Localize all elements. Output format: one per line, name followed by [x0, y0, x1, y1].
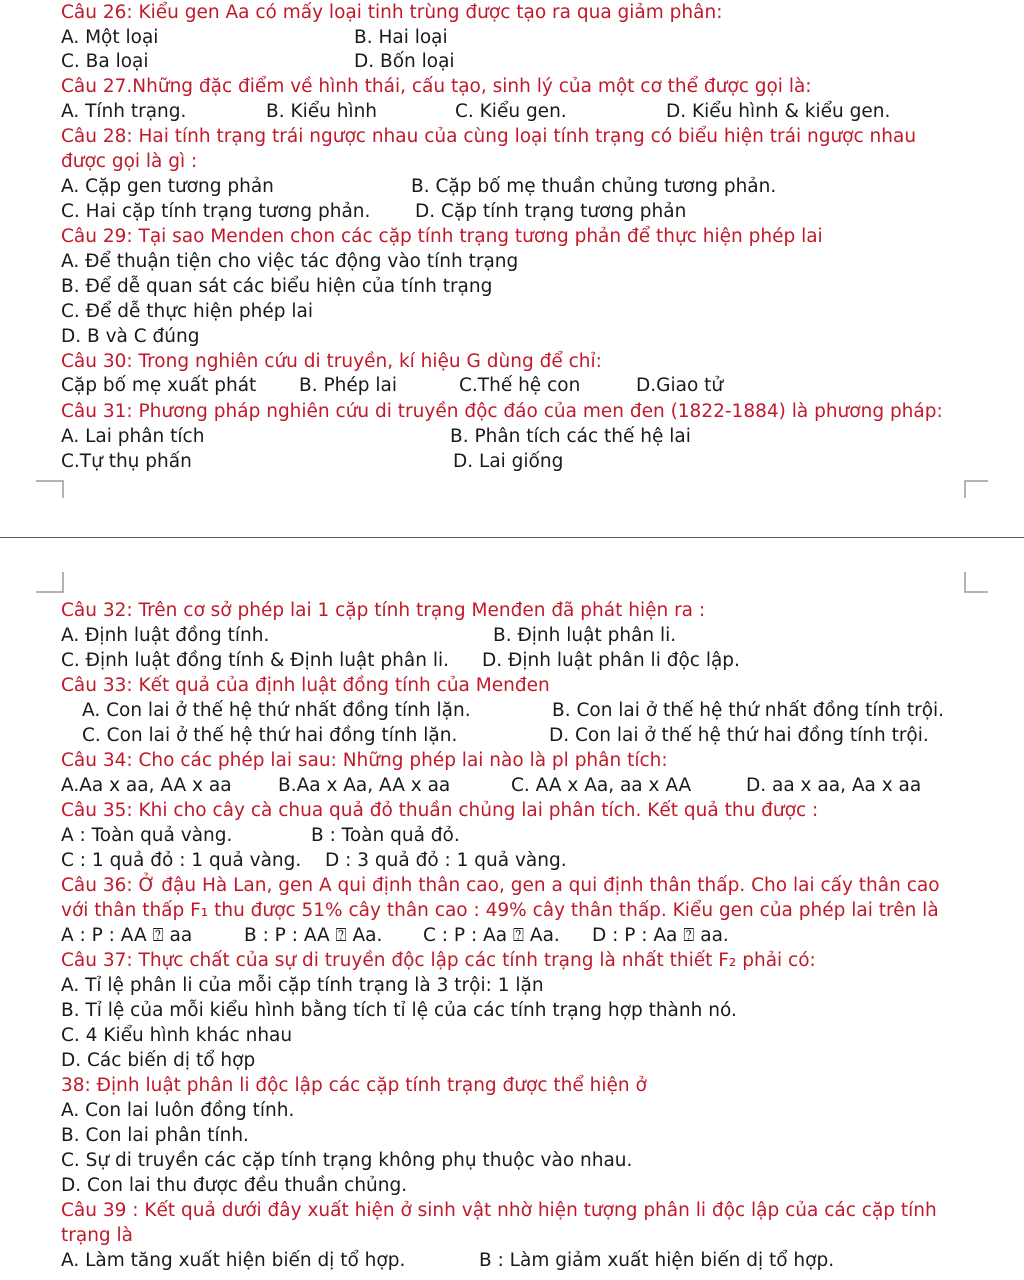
q32-option-b: B. Định luật phân li. [493, 625, 677, 646]
q35-option-c: C : 1 quả đỏ : 1 quả vàng. [61, 850, 302, 871]
q30-option-c: C.Thế hệ con [459, 375, 581, 396]
q36-option-d: D : P : Aa ⍰ aa. [592, 925, 729, 946]
q29-option-d: D. B và C đúng [61, 326, 200, 347]
q38-option-d: D. Con lai thu được đều thuần chủng. [61, 1175, 408, 1196]
q39-question-line1: Câu 39 : Kết quả dưới đây xuất hiện ở sinh vật nhờ hiện tượng phân li độc lập của các cặp tính [61, 1200, 937, 1221]
page-corner-mark-bottom-left [36, 476, 66, 498]
q29-option-c: C. Để dễ thực hiện phép lai [61, 301, 313, 322]
q29-question: Câu 29: Tại sao Menden chon các cặp tính trạng tương phản để thực hiện phép lai [61, 226, 823, 247]
q31-question: Câu 31: Phương pháp nghiên cứu di truyền độc đáo của men đen (1822-1884) là phương pháp: [61, 401, 943, 422]
page-break-separator [0, 537, 1024, 538]
q28-option-b: B. Cặp bố mẹ thuần chủng tương phản. [411, 176, 777, 197]
q35-option-d: D : 3 quả đỏ : 1 quả vàng. [325, 850, 567, 871]
q33-option-d: D. Con lai ở thế hệ thứ hai đồng tính trội. [549, 725, 929, 746]
q33-option-b: B. Con lai ở thế hệ thứ nhất đồng tính trội. [552, 700, 945, 721]
q27-option-b: B. Kiểu hình [266, 101, 378, 122]
q35-option-b: B : Toàn quả đỏ. [311, 825, 460, 846]
page-corner-mark-bottom-right [962, 476, 992, 498]
q26-option-a: A. Một loại [61, 27, 159, 48]
q28-option-d: D. Cặp tính trạng tương phản [415, 201, 687, 222]
q27-option-d: D. Kiểu hình & kiểu gen. [666, 101, 891, 122]
q28-option-a: A. Cặp gen tương phản [61, 176, 274, 197]
q39-question-line2: trạng là [61, 1225, 134, 1246]
q39-option-a: A. Làm tăng xuất hiện biến dị tổ hợp. [61, 1250, 406, 1271]
q29-option-a: A. Để thuận tiện cho việc tác động vào tính trạng [61, 251, 519, 272]
q36-option-b: B : P : AA ⍰ Aa. [244, 925, 383, 946]
q37-option-b: B. Tỉ lệ của mỗi kiểu hình bằng tích tỉ lệ của các tính trạng hợp thành nó. [61, 1000, 737, 1021]
q26-option-b: B. Hai loại [354, 27, 448, 48]
q34-option-d: D. aa x aa, Aa x aa [746, 775, 922, 796]
q28-question-line2: được gọi là gì : [61, 151, 198, 172]
q36-question-line2: với thân thấp F₁ thu được 51% cây thân cao : 49% cây thân thấp. Kiểu gen của phép lai trên là [61, 900, 939, 921]
q33-question: Câu 33: Kết quả của định luật đồng tính của Menđen [61, 675, 550, 696]
q34-option-c: C. AA x Aa, aa x AA [511, 775, 692, 796]
q38-option-c: C. Sự di truyền các cặp tính trạng không phụ thuộc vào nhau. [61, 1150, 633, 1171]
q34-question: Câu 34: Cho các phép lai sau: Những phép lai nào là pl phân tích: [61, 750, 668, 771]
q37-option-c: C. 4 Kiểu hình khác nhau [61, 1025, 293, 1046]
q32-option-d: D. Định luật phân li độc lập. [482, 650, 740, 671]
q37-question: Câu 37: Thực chất của sự di truyền độc lập các tính trạng là nhất thiết F₂ phải có: [61, 950, 816, 971]
q38-option-b: B. Con lai phân tính. [61, 1125, 249, 1146]
q31-option-c: C.Tự thụ phấn [61, 451, 192, 472]
q34-option-b: B.Aa x Aa, AA x aa [278, 775, 451, 796]
page-corner-mark-top-left [36, 572, 66, 596]
q32-option-c: C. Định luật đồng tính & Định luật phân li. [61, 650, 449, 671]
q31-option-b: B. Phân tích các thế hệ lai [450, 426, 691, 447]
q29-option-b: B. Để dễ quan sát các biểu hiện của tính trạng [61, 276, 493, 297]
q32-option-a: A. Định luật đồng tính. [61, 625, 270, 646]
q28-question-line1: Câu 28: Hai tính trạng trái ngược nhau của cùng loại tính trạng có biểu hiện trái ngược nhau [61, 126, 917, 147]
q33-option-c: C. Con lai ở thế hệ thứ hai đồng tính lặn. [82, 725, 458, 746]
q26-option-d: D. Bốn loại [354, 51, 455, 72]
q37-option-d: D. Các biến dị tổ hợp [61, 1050, 256, 1071]
q26-option-c: C. Ba loại [61, 51, 149, 72]
q35-option-a: A : Toàn quả vàng. [61, 825, 233, 846]
q39-option-b: B : Làm giảm xuất hiện biến dị tổ hợp. [479, 1250, 835, 1271]
q30-option-a: Cặp bố mẹ xuất phát [61, 375, 257, 396]
q28-option-c: C. Hai cặp tính trạng tương phản. [61, 201, 371, 222]
page-corner-mark-top-right [962, 572, 992, 596]
q31-option-a: A. Lai phân tích [61, 426, 205, 447]
q36-option-a: A : P : AA ⍰ aa [61, 925, 193, 946]
q36-question-line1: Câu 36: Ở đậu Hà Lan, gen A qui định thân cao, gen a qui định thân thấp. Cho lai cấy thân cao [61, 875, 940, 896]
q34-option-a: A.Aa x aa, AA x aa [61, 775, 232, 796]
q38-question: 38: Định luật phân li độc lập các cặp tính trạng được thể hiện ở [61, 1075, 647, 1096]
q32-question: Câu 32: Trên cơ sở phép lai 1 cặp tính trạng Menđen đã phát hiện ra : [61, 600, 706, 621]
q31-option-d: D. Lai giống [453, 451, 564, 472]
q35-question: Câu 35: Khi cho cây cà chua quả đỏ thuần chủng lai phân tích. Kết quả thu được : [61, 800, 819, 821]
q30-option-d: D.Giao tử [636, 375, 724, 396]
q38-option-a: A. Con lai luôn đồng tính. [61, 1100, 295, 1121]
q30-question: Câu 30: Trong nghiên cứu di truyền, kí hiệu G dùng để chỉ: [61, 351, 602, 372]
q33-option-a: A. Con lai ở thế hệ thứ nhất đồng tính lặn. [82, 700, 471, 721]
q37-option-a: A. Tỉ lệ phân li của mỗi cặp tính trạng là 3 trội: 1 lặn [61, 975, 544, 996]
q27-question: Câu 27.Những đặc điểm về hình thái, cấu tạo, sinh lý của một cơ thể được gọi là: [61, 76, 812, 97]
q27-option-c: C. Kiểu gen. [455, 101, 567, 122]
q26-question: Câu 26: Kiểu gen Aa có mấy loại tinh trùng được tạo ra qua giảm phân: [61, 2, 723, 23]
q36-option-c: C : P : Aa ⍰ Aa. [423, 925, 560, 946]
q27-option-a: A. Tính trạng. [61, 101, 187, 122]
q30-option-b: B. Phép lai [299, 375, 397, 396]
